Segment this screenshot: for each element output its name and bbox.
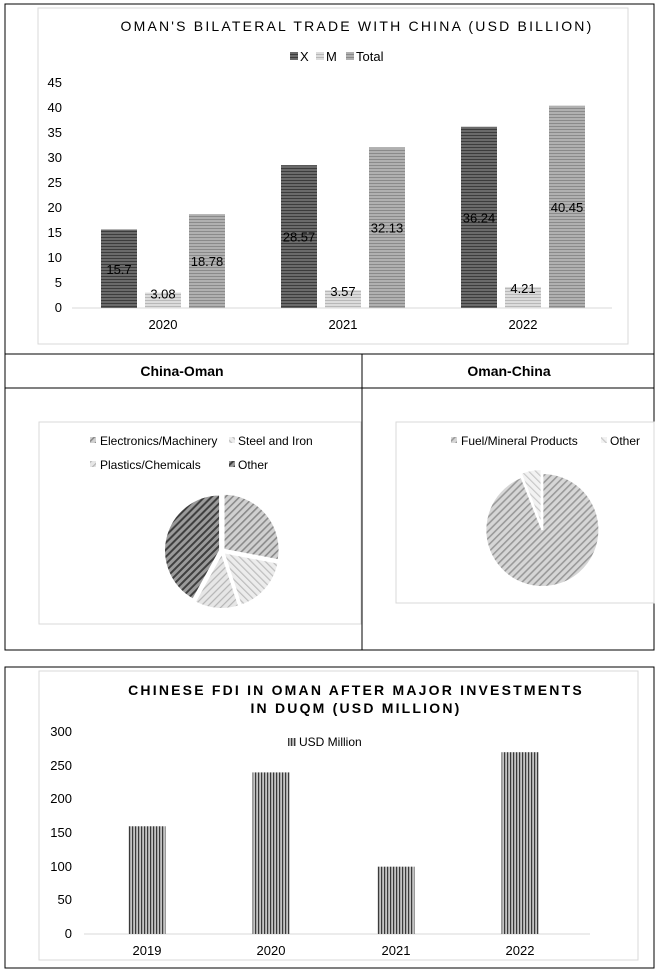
trade-ytick-label: 25 <box>47 175 62 190</box>
trade-chart-legend <box>290 49 384 64</box>
fdi-chart-title-line-1: CHINESE FDI IN OMAN AFTER MAJOR INVESTMENTS <box>128 682 584 698</box>
legend-swatch-m <box>316 52 324 60</box>
fdi-ytick-label: 150 <box>50 825 72 840</box>
trade-ytick-label: 10 <box>47 250 62 265</box>
fdi-xtick-label: 2021 <box>381 943 411 958</box>
legend-label-usd-million: USD Million <box>299 735 362 749</box>
fdi-xtick-label: 2020 <box>256 943 286 958</box>
fdi-chart-title-line-2: IN DUQM (USD MILLION) <box>250 700 462 716</box>
fdi-ytick-label: 0 <box>64 926 72 941</box>
trade-data-label: 4.21 <box>510 280 536 296</box>
trade-xtick-label: 2021 <box>328 317 358 332</box>
fdi-bar-2019 <box>129 826 166 934</box>
fdi-bar-2021 <box>378 867 415 934</box>
trade-ytick-label: 5 <box>54 275 62 290</box>
trade-xtick-label: 2020 <box>148 317 178 332</box>
china-oman-slice-electronics-machinery <box>224 494 280 560</box>
trade-data-label: 15.7 <box>106 261 132 277</box>
trade-data-label: 3.08 <box>150 286 176 302</box>
trade-ytick-label: 0 <box>54 300 62 315</box>
fdi-bar-2020 <box>253 772 290 934</box>
oman-china-panel-title: Oman-China <box>467 363 551 379</box>
legend-swatch-steel <box>229 437 235 443</box>
trade-bars <box>101 106 585 308</box>
legend-swatch-usd-million <box>288 738 296 746</box>
trade-ytick-label: 45 <box>47 75 62 90</box>
oman-china-pie <box>485 469 599 587</box>
legend-swatch-other-china-oman <box>229 461 235 467</box>
trade-data-label: 32.13 <box>370 220 404 236</box>
china-oman-legend <box>90 434 313 472</box>
trade-ytick-label: 15 <box>47 225 62 240</box>
fdi-bars <box>129 752 539 934</box>
legend-swatch-total <box>346 52 354 60</box>
legend-label-total: Total <box>356 49 384 64</box>
fdi-ytick-label: 50 <box>57 892 72 907</box>
fdi-ytick-label: 300 <box>50 724 72 739</box>
fdi-chart <box>39 671 638 960</box>
legend-label-m: M <box>326 49 337 64</box>
trade-ytick-label: 20 <box>47 200 62 215</box>
oman-china-pie-chart <box>396 422 654 603</box>
fdi-bar-2022 <box>502 752 539 934</box>
trade-data-label: 18.78 <box>190 254 224 270</box>
trade-data-label: 28.57 <box>282 229 316 245</box>
fdi-y-axis <box>50 724 72 941</box>
fdi-xtick-label: 2022 <box>505 943 535 958</box>
trade-chart-title: OMAN'S BILATERAL TRADE WITH CHINA (USD BILLION) <box>120 18 594 34</box>
fdi-x-axis <box>133 943 535 958</box>
legend-swatch-electronics <box>90 437 96 443</box>
china-oman-pie-chart <box>39 422 361 624</box>
trade-chart <box>38 8 628 344</box>
legend-swatch-fuel <box>451 437 457 443</box>
trade-ytick-label: 35 <box>47 125 62 140</box>
fdi-ytick-label: 100 <box>50 859 72 874</box>
trade-data-label: 3.57 <box>330 284 356 300</box>
oman-china-legend <box>451 434 640 448</box>
legend-swatch-x <box>290 52 298 60</box>
fdi-ytick-label: 200 <box>50 791 72 806</box>
fdi-ytick-label: 250 <box>50 758 72 773</box>
china-oman-pie <box>164 494 279 609</box>
trade-ytick-label: 30 <box>47 150 62 165</box>
legend-swatch-other-oman-china <box>601 437 607 443</box>
trade-y-axis <box>48 75 62 315</box>
trade-x-axis <box>149 317 538 332</box>
legend-swatch-plastics <box>90 461 96 467</box>
legend-label-plastics: Plastics/Chemicals <box>100 458 201 472</box>
legend-label-other-oman-china: Other <box>610 434 641 448</box>
legend-label-x: X <box>300 49 309 64</box>
legend-label-other-china-oman: Other <box>238 458 269 472</box>
fdi-legend <box>288 735 362 749</box>
fdi-xtick-label: 2019 <box>132 943 162 958</box>
trade-xtick-label: 2022 <box>508 317 538 332</box>
trade-data-label: 40.45 <box>550 199 584 215</box>
trade-data-label: 36.24 <box>462 210 496 226</box>
china-oman-panel-title: China-Oman <box>140 363 224 379</box>
legend-label-fuel: Fuel/Mineral Products <box>461 434 578 448</box>
trade-ytick-label: 40 <box>47 100 62 115</box>
legend-label-electronics: Electronics/Machinery <box>100 434 218 448</box>
legend-label-steel: Steel and Iron <box>238 434 313 448</box>
